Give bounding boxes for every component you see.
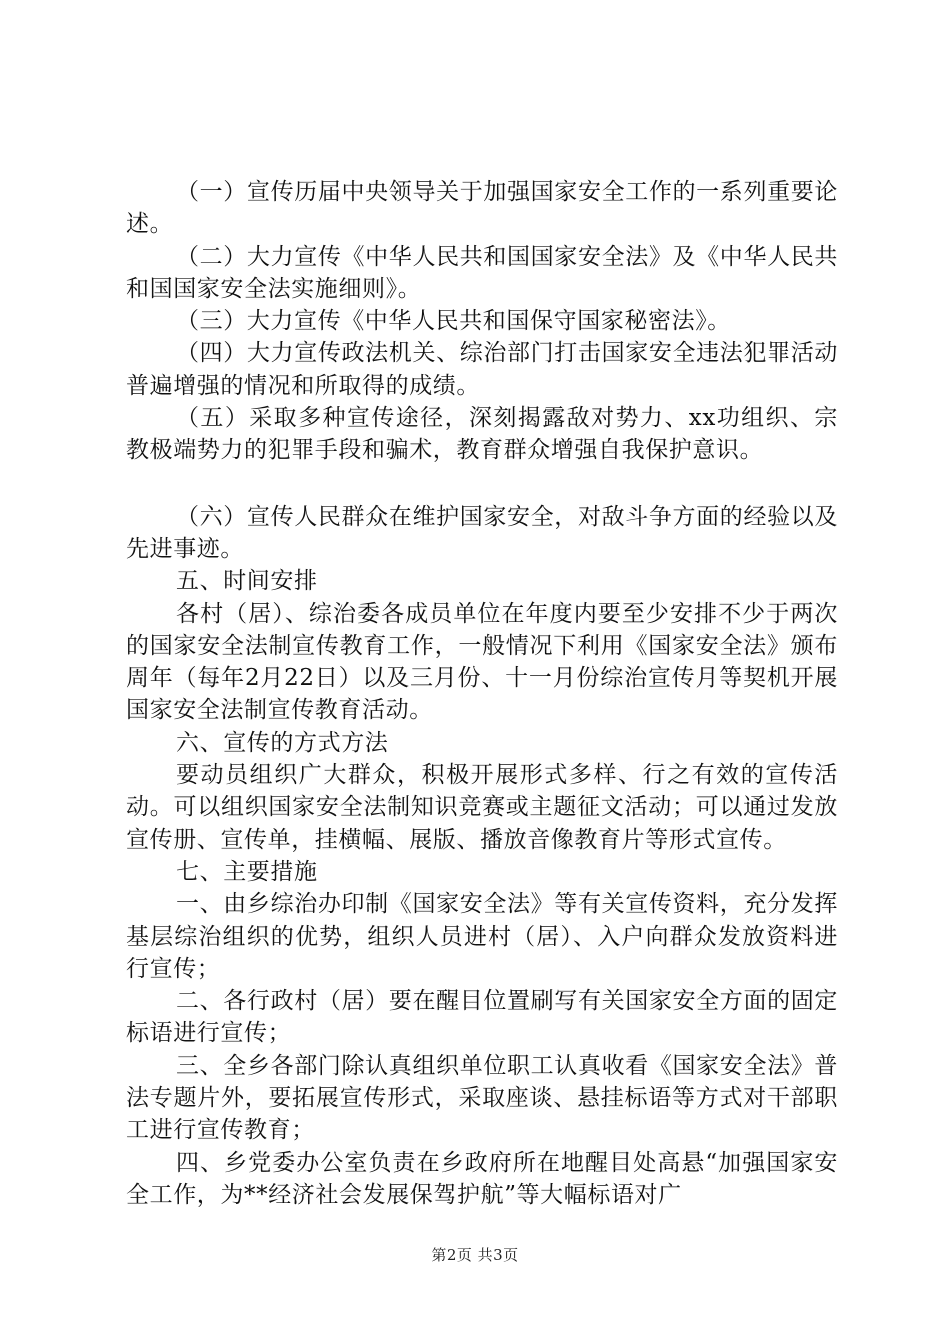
document-body	[126, 176, 838, 1211]
measure-item-1: 一、由乡综治办印制《国家安全法》等有关宣传资料，充分发挥基层综治组织的优势，组织人员进村（居）、入户向群众发放资料进行宣传；	[126, 891, 838, 982]
paragraph-item-1: （一）宣传历届中央领导关于加强国家安全工作的一系列重要论述。	[126, 179, 838, 238]
measure-item-2: 二、各行政村（居）要在醒目位置刷写有关国家安全方面的固定标语进行宣传；	[126, 988, 838, 1047]
measure-item-4: 四、乡党委办公室负责在乡政府所在地醒目处高悬“加强国家安全工作，为**经济社会发展保驾护航”等大幅标语对广	[126, 1149, 838, 1208]
paragraph-item-4: （四）大力宣传政法机关、综治部门打击国家安全违法犯罪活动普遍增强的情况和所取得的成绩。	[126, 340, 838, 399]
paragraph-schedule: 各村（居）、综治委各成员单位在年度内要至少安排不少于两次的国家安全法制宣传教育工作，一般情况下利用《国家安全法》颁布周年（每年2月22日）以及三月份、十一月份综治宣传月等契机开展国家安全法制宣传教育活动。	[126, 600, 838, 724]
measure-item-3: 三、全乡各部门除认真组织单位职工认真收看《国家安全法》普法专题片外，要拓展宣传形式，采取座谈、悬挂标语等方式对干部职工进行宣传教育；	[126, 1052, 838, 1144]
paragraph-item-3: （三）大力宣传《中华人民共和国保守国家秘密法》。	[176, 308, 731, 335]
section-heading-measures: 七、主要措施	[176, 858, 318, 885]
paragraph-methods: 要动员组织广大群众，积极开展形式多样、行之有效的宣传活动。可以组织国家安全法制知识竞赛或主题征文活动；可以通过发放宣传册、宣传单，挂横幅、展版、播放音像教育片等形式宣传。	[126, 762, 838, 853]
page-number-footer: 第2页 共3页	[431, 1246, 519, 1264]
section-heading-methods: 六、宣传的方式方法	[176, 729, 389, 756]
paragraph-item-2: （二）大力宣传《中华人民共和国国家安全法》及《中华人民共和国国家安全法实施细则》。	[126, 243, 838, 302]
paragraph-item-5: （五）采取多种宣传途径，深刻揭露敌对势力、xx功组织、宗教极端势力的犯罪手段和骗术，教育群众增强自我保护意识。	[126, 405, 838, 464]
section-heading-schedule: 五、时间安排	[176, 568, 318, 595]
paragraph-item-6: （六）宣传人民群众在维护国家安全，对敌斗争方面的经验以及先进事迹。	[126, 503, 838, 562]
